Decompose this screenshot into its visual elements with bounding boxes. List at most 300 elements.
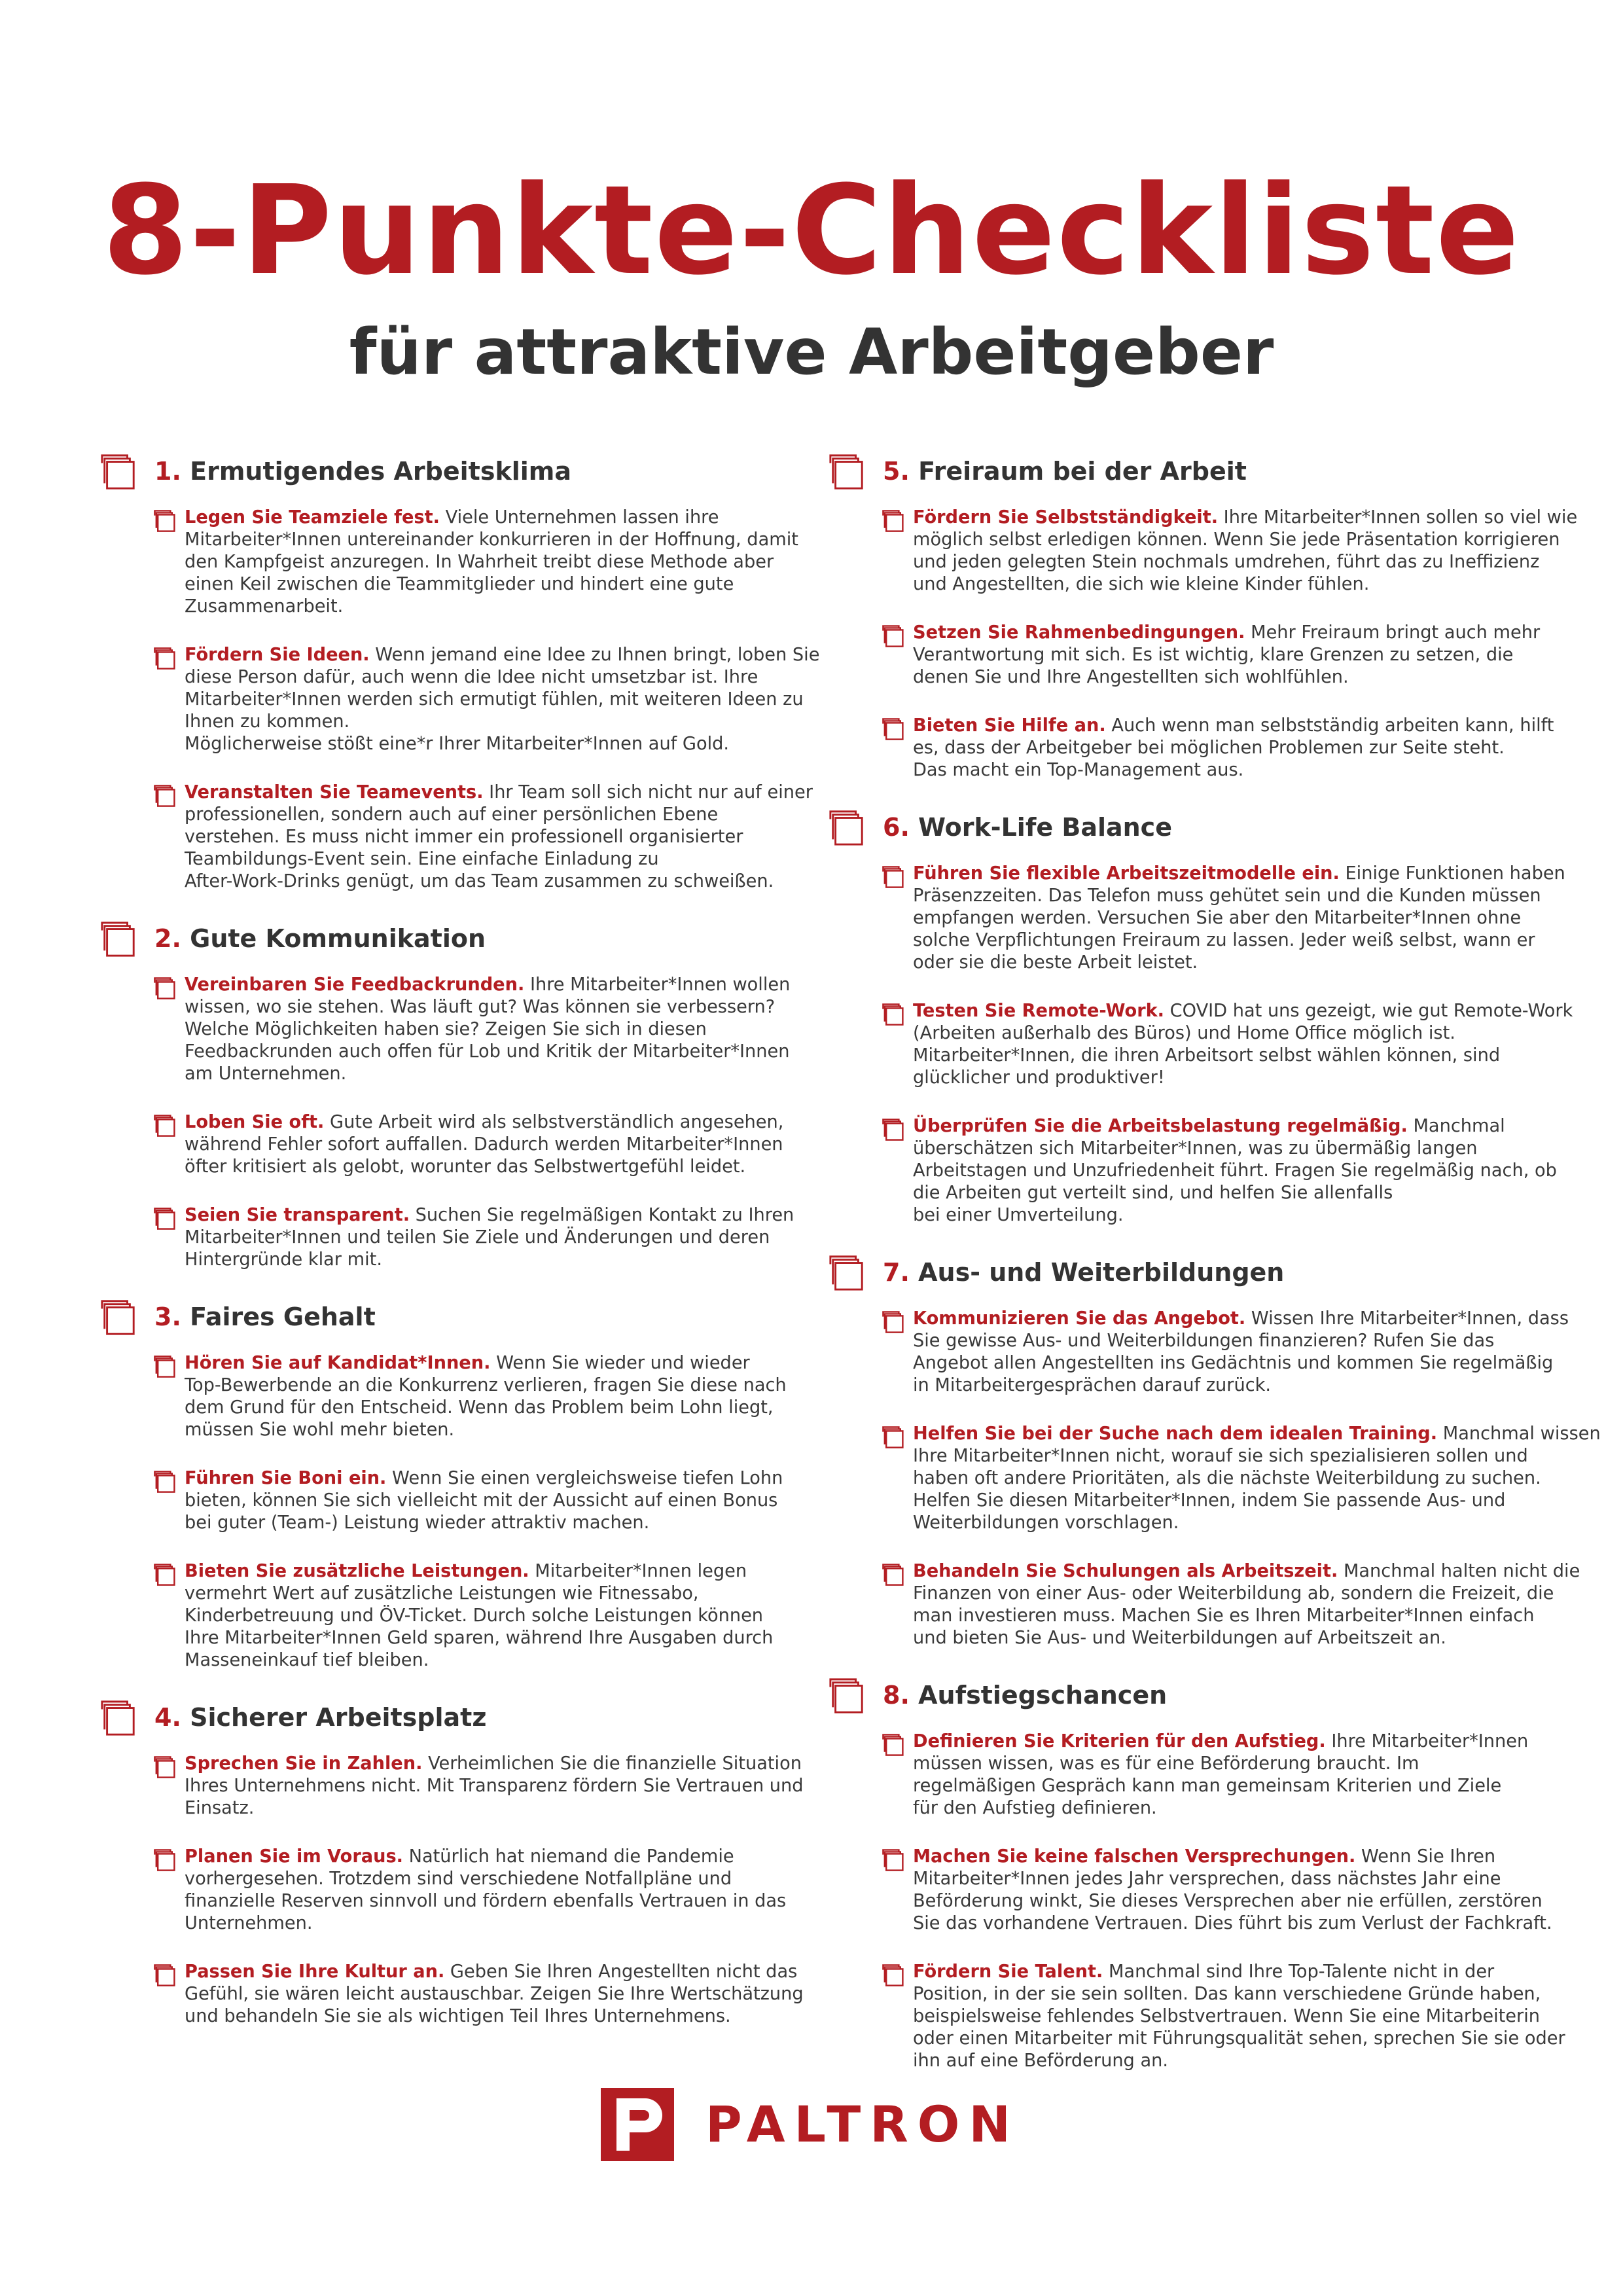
item-body-text: einen Keil zwischen die Teammitglieder und hindert eine gute (185, 574, 734, 594)
item-text-line (185, 1797, 774, 1820)
item-body-text: am Unternehmen. (185, 1064, 347, 1084)
item-body-text: regelmäßigen Gespräch kann man gemeinsam Kriterien und Ziele (913, 1776, 1502, 1796)
item-text (185, 1846, 787, 1935)
item-body-text: Ihres Unternehmens nicht. Mit Transparenz fördern Sie Vertrauen und (185, 1776, 804, 1796)
item-text-line (913, 573, 1528, 596)
section-checkbox-icon[interactable] (828, 453, 866, 491)
item-body-text: Verantwortung mit sich. Es ist wichtig, klare Grenzen zu setzen, die (913, 645, 1514, 665)
item-text (913, 1000, 1573, 1089)
item-body-text: Auch wenn man selbstständig arbeiten kann, hilft (1105, 715, 1554, 736)
item-body-text: ihn auf eine Beförderung an. (913, 2051, 1168, 2071)
item-text (913, 1560, 1580, 1649)
section-checkbox-icon[interactable] (99, 1699, 137, 1737)
item-text-line (913, 1374, 1528, 1397)
item-text (913, 1308, 1569, 1397)
item-text-line (185, 870, 774, 893)
item-headline: Helfen Sie bei der Suche nach dem idealen Training. (913, 1424, 1438, 1444)
item-headline: Führen Sie flexible Arbeitszeitmodelle ein. (913, 863, 1340, 884)
item-body-text: Top-Bewerbende an die Konkurrenz verlieren, fragen Sie diese nach (185, 1375, 787, 1395)
item-headline: Testen Sie Remote-Work. (913, 1001, 1165, 1021)
checklist-section (828, 808, 1573, 1227)
item-text-line (185, 1560, 774, 1583)
item-headline: Veranstalten Sie Teamevents. (185, 782, 484, 802)
item-body-text: Arbeitstagen und Unzufriedenheit führt. Fragen Sie regelmäßig nach, ob (913, 1160, 1557, 1181)
item-checkbox-icon[interactable] (153, 1964, 177, 1987)
item-text (185, 974, 791, 1085)
checklist-item (828, 1000, 1573, 1089)
checklist-item (99, 644, 820, 755)
item-checkbox-icon[interactable] (882, 1310, 905, 1334)
section-title (154, 922, 486, 956)
item-text-line (185, 507, 774, 529)
item-text-line (185, 996, 774, 1018)
section-title-text: Sicherer Arbeitsplatz (190, 1703, 487, 1732)
checklist-section (99, 1297, 787, 1672)
item-text-line (185, 1134, 783, 1156)
item-text-line (913, 1000, 1573, 1022)
item-text-line (913, 2005, 1541, 2028)
item-checkbox-icon[interactable] (882, 865, 905, 889)
item-body-text: professionellen, sondern auch auf einer persönlichen Ebene (185, 804, 719, 825)
section-number: 3. (154, 1302, 181, 1331)
checklist-item (99, 1846, 787, 1935)
item-text (913, 1846, 1552, 1935)
item-text-line (185, 666, 774, 689)
section-header (99, 1297, 774, 1340)
item-body-text: glücklicher und produktiver! (913, 1067, 1165, 1088)
item-text-line (185, 1605, 774, 1627)
item-body-text: Suchen Sie regelmäßigen Kontakt zu Ihren (410, 1205, 794, 1225)
item-body-text: Helfen Sie diesen Mitarbeiter*Innen, indem Sie passende Aus- und (913, 1490, 1506, 1511)
item-body-text: überschätzen sich Mitarbeiter*Innen, was zu übermäßig langen (913, 1138, 1478, 1158)
item-body-text: Manchmal (1407, 1116, 1505, 1136)
item-body-text: Verheimlichen Sie die finanzielle Situation (422, 1753, 802, 1774)
checklist-item (99, 1961, 804, 2028)
item-body-text: Ihre Mitarbeiter*Innen Geld sparen, während Ihre Ausgaben durch (185, 1628, 774, 1648)
item-body-text: denen Sie und Ihre Angestellten sich wohlfühlen. (913, 667, 1349, 687)
item-body-text: verstehen. Es muss nicht immer ein professionell organisierter (185, 827, 743, 847)
item-headline: Fördern Sie Selbstständigkeit. (913, 507, 1219, 528)
section-title (154, 1300, 376, 1334)
item-text-line (185, 1627, 774, 1649)
item-headline: Definieren Sie Kriterien für den Aufstieg. (913, 1731, 1326, 1751)
item-checkbox-icon[interactable] (882, 509, 905, 533)
item-headline: Legen Sie Teamziele fest. (185, 507, 440, 528)
item-body-text: Weiterbildungen vorschlagen. (913, 1513, 1179, 1533)
item-checkbox-icon[interactable] (153, 977, 177, 1000)
item-checkbox-icon[interactable] (153, 647, 177, 670)
item-headline: Passen Sie Ihre Kultur an. (185, 1962, 445, 1982)
item-text-line (185, 1352, 774, 1374)
section-checkbox-icon[interactable] (828, 1254, 866, 1292)
checklist-item (828, 1846, 1552, 1935)
item-body-text: Wenn Sie einen vergleichsweise tiefen Lohn (386, 1468, 783, 1488)
item-text-line (185, 1775, 804, 1797)
checklist-item (828, 715, 1554, 781)
item-text (913, 1423, 1601, 1534)
item-checkbox-icon[interactable] (882, 1003, 905, 1026)
item-text-line (185, 1374, 787, 1397)
item-text-line (913, 1138, 1528, 1160)
item-body-text: dem Grund für den Entscheid. Wenn das Problem beim Lohn liegt, (185, 1397, 774, 1418)
section-checkbox-icon[interactable] (828, 809, 866, 847)
checklist-item (99, 1204, 794, 1271)
item-text-line (185, 826, 774, 848)
item-text (185, 1111, 784, 1178)
item-text-line (185, 1868, 774, 1890)
item-headline: Fördern Sie Talent. (913, 1962, 1103, 1982)
item-body-text: Manchmal halten nicht die (1338, 1561, 1580, 1581)
section-header (828, 1676, 1528, 1719)
item-text-line (185, 2005, 774, 2028)
section-number: 8. (883, 1681, 910, 1710)
item-body-text: und bieten Sie Aus- und Weiterbildungen auf Arbeitszeit an. (913, 1628, 1446, 1648)
item-text-line (913, 1583, 1554, 1605)
checklist-item (828, 1115, 1557, 1227)
section-header (99, 919, 774, 962)
item-body-text: Beförderung winkt, Sie dieses Versprechen aber nie erfüllen, zerstören (913, 1891, 1543, 1911)
item-text-line (185, 1583, 774, 1605)
item-checkbox-icon[interactable] (882, 1848, 905, 1872)
item-checkbox-icon[interactable] (153, 1848, 177, 1872)
item-checkbox-icon[interactable] (882, 1426, 905, 1449)
item-body-text: Gute Arbeit wird als selbstverständlich angesehen, (324, 1112, 784, 1132)
item-text-line (185, 711, 774, 733)
item-body-text: die Arbeiten gut verteilt sind, und helfen Sie allenfalls (913, 1183, 1393, 1203)
checklist-item (828, 1560, 1580, 1649)
item-text-line (913, 1445, 1528, 1467)
item-text-line (185, 1018, 774, 1041)
item-body-text: Wenn Sie wieder und wieder (490, 1353, 750, 1373)
item-body-text: bei einer Umverteilung. (913, 1205, 1124, 1225)
item-body-text: in Mitarbeitergesprächen darauf zurück. (913, 1375, 1272, 1395)
section-number: 7. (883, 1258, 910, 1287)
item-body-text: den Kampfgeist anzuregen. In Wahrheit treibt diese Methode aber (185, 552, 774, 572)
section-title-text: Freiraum bei der Arbeit (918, 457, 1247, 486)
item-body-text: Ihre Mitarbeiter*Innen wollen (524, 975, 791, 995)
item-body-text: Teambildungs-Event sein. Eine einfache Einladung zu (185, 849, 659, 869)
item-body-text: Manchmal wissen (1437, 1424, 1601, 1444)
item-body-text: Präsenzzeiten. Das Telefon muss gehütet sein und die Kunden müssen (913, 886, 1541, 906)
item-text-line (913, 622, 1541, 644)
item-body-text: Das macht ein Top-Management aus. (913, 760, 1244, 780)
section-title-text: Work-Life Balance (918, 813, 1172, 842)
item-text-line (913, 1423, 1601, 1445)
section-checkbox-icon[interactable] (828, 1677, 866, 1715)
item-text-line (913, 759, 1528, 781)
item-body-text: Natürlich hat niemand die Pandemie (402, 1846, 734, 1867)
item-text-line (913, 1868, 1528, 1890)
section-number: 5. (883, 457, 910, 486)
item-body-text: Hintergründe klar mit. (185, 1249, 382, 1270)
item-body-text: beispielsweise fehlendes Selbstvertrauen. Wenn Sie eine Mitarbeiterin (913, 2006, 1541, 2026)
item-checkbox-icon[interactable] (153, 1355, 177, 1378)
left-column (99, 452, 820, 2054)
checklist-item (99, 1111, 784, 1178)
item-text-line (913, 1512, 1528, 1534)
item-text (185, 507, 798, 618)
item-body-text: Einsatz. (185, 1798, 255, 1818)
checklist-section (99, 1698, 804, 2028)
item-checkbox-icon[interactable] (882, 1118, 905, 1141)
item-body-text: Finanzen von einer Aus- oder Weiterbildung ab, sondern die Freizeit, die (913, 1583, 1554, 1604)
item-text (913, 622, 1541, 689)
checklist-section (828, 452, 1578, 781)
item-text-line (185, 573, 774, 596)
item-text-line (185, 689, 804, 711)
checklist-section (99, 452, 820, 893)
section-title-text: Ermutigendes Arbeitsklima (190, 457, 572, 486)
item-checkbox-icon[interactable] (153, 784, 177, 808)
item-body-text: und behandeln Sie sie als wichtigen Teil Ihres Unternehmens. (185, 2006, 731, 2026)
item-text-line (913, 1627, 1528, 1649)
item-headline: Fördern Sie Ideen. (185, 645, 370, 665)
checklist-item (99, 1753, 804, 1820)
section-checkbox-icon[interactable] (99, 453, 137, 491)
checklist-item (828, 1308, 1569, 1397)
item-body-text: Mitarbeiter*Innen jedes Jahr versprechen, dass nächstes Jahr eine (913, 1869, 1501, 1889)
section-title (883, 454, 1247, 488)
item-text-line (185, 1467, 783, 1490)
item-headline: Vereinbaren Sie Feedbackrunden. (185, 975, 525, 995)
item-text-line (913, 863, 1565, 885)
item-checkbox-icon[interactable] (882, 1733, 905, 1757)
checklist-section (828, 1253, 1601, 1649)
item-text-line (913, 1560, 1580, 1583)
item-text (913, 1115, 1557, 1227)
item-checkbox-icon[interactable] (153, 1470, 177, 1494)
item-text-line (913, 1308, 1569, 1330)
item-text-line (185, 529, 798, 551)
item-body-text: oder sie die beste Arbeit leistet. (913, 952, 1198, 973)
item-body-text: After-Work-Drinks genügt, um das Team zusammen zu schweißen. (185, 871, 774, 891)
item-body-text: müssen Sie wohl mehr bieten. (185, 1420, 455, 1440)
section-checkbox-icon[interactable] (99, 920, 137, 958)
item-headline: Führen Sie Boni ein. (185, 1468, 387, 1488)
item-headline: Bieten Sie Hilfe an. (913, 715, 1106, 736)
section-title-text: Aus- und Weiterbildungen (918, 1258, 1285, 1287)
item-text-line (185, 804, 774, 826)
checklist-item (828, 1731, 1528, 1820)
paltron-p-logo-icon (601, 2088, 674, 2161)
item-body-text: COVID hat uns gezeigt, wie gut Remote-Work (1164, 1001, 1573, 1021)
checklist-section (99, 919, 794, 1271)
item-text (185, 1204, 794, 1271)
item-text-line (913, 507, 1578, 529)
item-body-text: wissen, wo sie stehen. Was läuft gut? Was können sie verbessern? (185, 997, 776, 1017)
item-text-line (913, 1605, 1535, 1627)
section-title (883, 1678, 1167, 1712)
checklist-item (99, 1560, 774, 1672)
item-text-line (185, 1912, 774, 1935)
checklist-item (99, 1352, 787, 1441)
item-text-line (185, 1156, 774, 1178)
checklist-item (99, 974, 791, 1085)
item-body-text: Kinderbetreuung und ÖV-Ticket. Durch solche Leistungen können (185, 1605, 764, 1626)
item-body-text: Mitarbeiter*Innen legen (529, 1561, 747, 1581)
item-text-line (913, 1912, 1552, 1935)
section-number: 4. (154, 1703, 181, 1732)
section-title (154, 1700, 486, 1734)
checklist-item (828, 507, 1578, 596)
item-checkbox-icon[interactable] (882, 717, 905, 741)
item-body-text: man investieren muss. Machen Sie es Ihren Mitarbeiter*Innen einfach (913, 1605, 1535, 1626)
item-text-line (185, 1490, 778, 1512)
paltron-logo (601, 2088, 1059, 2166)
item-text (913, 715, 1554, 781)
item-headline: Loben Sie oft. (185, 1112, 325, 1132)
section-title-text: Faires Gehalt (190, 1302, 376, 1331)
item-text (185, 1467, 783, 1534)
item-text-line (913, 529, 1560, 551)
item-checkbox-icon[interactable] (153, 509, 177, 533)
item-headline: Planen Sie im Voraus. (185, 1846, 403, 1867)
item-body-text: Geben Sie Ihren Angestellten nicht das (444, 1962, 798, 1982)
item-checkbox-icon[interactable] (882, 1964, 905, 1987)
item-body-text: solche Verpflichtungen Freiraum zu lassen. Jeder weiß selbst, wann er (913, 930, 1535, 950)
item-body-text: Ihre Mitarbeiter*Innen nicht, worauf sie sich spezialisieren sollen und (913, 1446, 1528, 1466)
item-text-line (913, 1115, 1528, 1138)
item-text-line (185, 1204, 794, 1227)
item-text-line (913, 1022, 1528, 1045)
item-text-line (185, 848, 774, 870)
item-headline: Hören Sie auf Kandidat*Innen. (185, 1353, 491, 1373)
item-body-text: Ihre Mitarbeiter*Innen sollen so viel wie (1218, 507, 1578, 528)
item-text-line (913, 885, 1541, 907)
section-header (828, 1253, 1528, 1296)
item-text-line (913, 907, 1528, 929)
item-body-text: Wissen Ihre Mitarbeiter*Innen, dass (1245, 1308, 1569, 1329)
checklist-item (828, 863, 1565, 974)
item-body-text: diese Person dafür, auch wenn die Idee nicht umsetzbar ist. Ihre (185, 667, 758, 687)
item-headline: Setzen Sie Rahmenbedingungen. (913, 622, 1245, 643)
item-text-line (913, 737, 1528, 759)
section-header (828, 808, 1528, 851)
item-body-text: Position, in der sie sein sollten. Das kann verschiedene Gründe haben, (913, 1984, 1541, 2004)
section-title (883, 810, 1172, 844)
item-body-text: finanzielle Reserven sinnvoll und fördern ebenfalls Vertrauen in das (185, 1891, 787, 1911)
item-text-line (185, 1041, 790, 1063)
item-text-line (913, 1182, 1528, 1204)
item-body-text: Mitarbeiter*Innen werden sich ermutigt fühlen, mit weiteren Ideen zu (185, 689, 804, 709)
item-body-text: bei guter (Team-) Leistung wieder attraktiv machen. (185, 1513, 650, 1533)
item-body-text: Einige Funktionen haben (1339, 863, 1565, 884)
page-subtitle: für attraktive Arbeitgeber (349, 315, 1274, 389)
item-text-line (913, 1204, 1528, 1227)
right-column (828, 452, 1601, 2098)
item-body-text: und Angestellten, die sich wie kleine Kinder fühlen. (913, 574, 1370, 594)
item-text-line (185, 596, 774, 618)
item-text (185, 1961, 804, 2028)
item-text (185, 1753, 804, 1820)
item-checkbox-icon[interactable] (153, 1114, 177, 1138)
item-text (185, 781, 813, 893)
item-body-text: Angebot allen Angestellten ins Gedächtnis und kommen Sie regelmäßig (913, 1353, 1554, 1373)
item-body-text: Welche Möglichkeiten haben sie? Zeigen Sie sich in diesen (185, 1019, 707, 1039)
item-headline: Überprüfen Sie die Arbeitsbelastung regelmäßig. (913, 1116, 1408, 1136)
item-body-text: Wenn jemand eine Idee zu Ihnen bringt, loben Sie (369, 645, 820, 665)
item-text-line (913, 1352, 1554, 1374)
item-text-line (913, 1067, 1528, 1089)
item-text (913, 1961, 1565, 2072)
item-checkbox-icon[interactable] (882, 624, 905, 648)
item-text-line (913, 1775, 1528, 1797)
item-body-text: Möglicherweise stößt eine*r Ihrer Mitarbeiter*Innen auf Gold. (185, 734, 730, 754)
item-text-line (913, 929, 1535, 952)
item-text-line (913, 1467, 1541, 1490)
section-title-text: Gute Kommunikation (190, 924, 486, 953)
item-text-line (913, 666, 1528, 689)
item-text-line (185, 781, 813, 804)
item-body-text: Viele Unternehmen lassen ihre (439, 507, 719, 528)
item-text-line (913, 1731, 1528, 1753)
item-body-text: und jeden gelegten Stein nochmals umdrehen, führt das zu Ineffizienz (913, 552, 1540, 572)
item-body-text: Manchmal sind Ihre Top-Talente nicht in der (1103, 1962, 1495, 1982)
item-text-line (185, 644, 820, 666)
item-body-text: Mitarbeiter*Innen, die ihren Arbeitsort selbst wählen können, sind (913, 1045, 1501, 1066)
item-text-line (185, 1983, 804, 2005)
item-text-line (913, 1160, 1557, 1182)
item-text-line (185, 1961, 798, 1983)
item-text-line (913, 1846, 1528, 1868)
item-body-text: Sie gewisse Aus- und Weiterbildungen finanzieren? Rufen Sie das (913, 1331, 1495, 1351)
item-text-line (185, 733, 774, 755)
checklist-item (828, 1423, 1601, 1534)
item-body-text: haben oft andere Prioritäten, als die nächste Weiterbildung zu suchen. (913, 1468, 1541, 1488)
page-title: 8-Punkte-Checkliste (102, 159, 1521, 302)
item-text-line (185, 1753, 802, 1775)
item-headline: Behandeln Sie Schulungen als Arbeitszeit. (913, 1561, 1338, 1581)
checklist-item (99, 507, 798, 618)
item-body-text: Gefühl, sie wären leicht austauschbar. Zeigen Sie Ihre Wertschätzung (185, 1984, 804, 2004)
item-text (913, 507, 1578, 596)
checklist-item (99, 781, 813, 893)
item-body-text: Mehr Freiraum bringt auch mehr (1245, 622, 1541, 643)
item-headline: Kommunizieren Sie das Angebot. (913, 1308, 1246, 1329)
item-checkbox-icon[interactable] (882, 1563, 905, 1587)
item-text-line (913, 1961, 1528, 1983)
item-text-line (913, 1983, 1541, 2005)
item-text-line (185, 1512, 774, 1534)
item-text-line (913, 1045, 1528, 1067)
item-checkbox-icon[interactable] (153, 1207, 177, 1230)
item-body-text: bieten, können Sie sich vielleicht mit der Aussicht auf einen Bonus (185, 1490, 778, 1511)
item-text-line (913, 2050, 1528, 2072)
item-text-line (185, 1419, 774, 1441)
checklist-item (828, 1961, 1565, 2072)
item-checkbox-icon[interactable] (153, 1755, 177, 1779)
item-body-text: Unternehmen. (185, 1913, 313, 1933)
item-text-line (185, 1890, 787, 1912)
item-text-line (185, 1649, 774, 1672)
item-headline: Machen Sie keine falschen Versprechungen. (913, 1846, 1356, 1867)
section-checkbox-icon[interactable] (99, 1299, 137, 1336)
item-checkbox-icon[interactable] (153, 1563, 177, 1587)
item-text-line (913, 1330, 1528, 1352)
section-title (154, 454, 571, 488)
item-headline: Seien Sie transparent. (185, 1205, 410, 1225)
section-number: 6. (883, 813, 910, 842)
item-text-line (913, 1797, 1528, 1820)
item-body-text: Ihr Team soll sich nicht nur auf einer (483, 782, 813, 802)
item-text (913, 1731, 1528, 1820)
item-headline: Sprechen Sie in Zahlen. (185, 1753, 423, 1774)
item-text (913, 863, 1565, 974)
item-body-text: für den Aufstieg definieren. (913, 1798, 1157, 1818)
item-body-text: Ihre Mitarbeiter*Innen (1325, 1731, 1529, 1751)
item-body-text: (Arbeiten außerhalb des Büros) und Home Office möglich ist. (913, 1023, 1455, 1043)
item-text-line (185, 1111, 784, 1134)
